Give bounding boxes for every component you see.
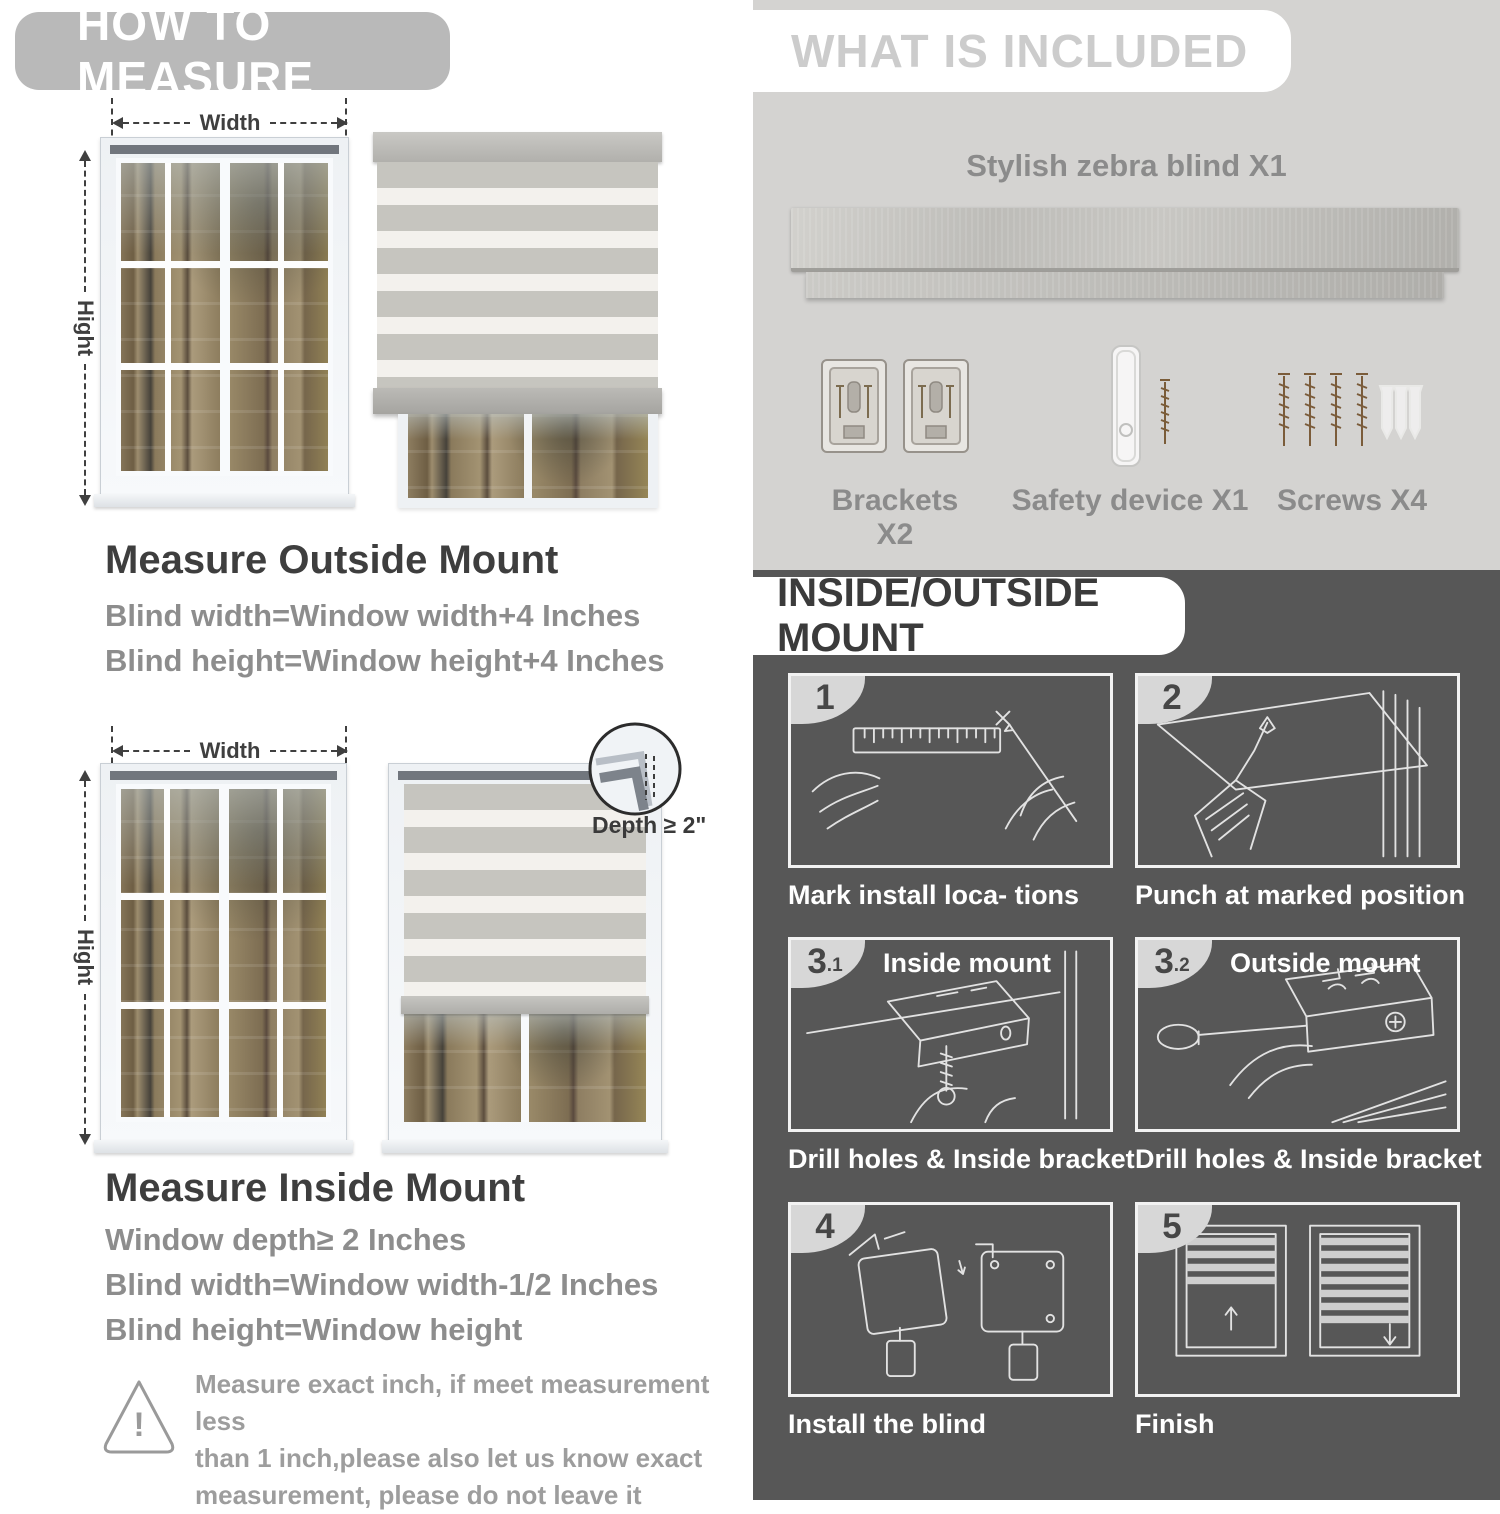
zebra-blind-rail-illustration [791, 208, 1459, 272]
arrow-right-icon [337, 117, 348, 129]
inside-height-rule: Blind height=Window height [105, 1312, 523, 1347]
zebra-blind-rail-lower-tier [806, 272, 1444, 298]
arrow-up-icon [79, 150, 91, 161]
step-number-badge: 2 [1138, 676, 1212, 724]
outside-width-rule: Blind width=Window width+4 Inches [105, 598, 641, 633]
step-5-caption: Finish [1135, 1409, 1215, 1439]
step-card-3-2 [1135, 937, 1460, 1132]
width-label: Width [199, 738, 261, 763]
svg-text:!: ! [133, 1406, 145, 1444]
window-illustration-outside [100, 137, 349, 499]
step-3-1-label: Inside mount [883, 948, 1051, 978]
step-number-badge: 3 .2 [1138, 940, 1212, 988]
step-card-2 [1135, 673, 1460, 868]
safety-device-icon [1098, 342, 1178, 474]
width-arrow-outside [112, 110, 348, 136]
what-is-included-title: WHAT IS INCLUDED [791, 25, 1249, 77]
arrow-right-icon [337, 745, 348, 757]
arrow-left-icon [112, 117, 123, 129]
width-label: Width [199, 110, 261, 135]
inside-depth-rule: Window depth≥ 2 Inches [105, 1222, 467, 1257]
warning-line: than 1 inch,please also let us know exact [195, 1443, 703, 1473]
blind-headrail-outside [373, 132, 662, 162]
zebra-blind-item-label: Stylish zebra blind X1 [966, 148, 1287, 183]
arrow-down-icon [79, 1134, 91, 1145]
depth-label: Depth ≥ 2" [592, 812, 707, 838]
step-3-2-label: Outside mount [1230, 948, 1421, 978]
inside-width-rule: Blind width=Window width-1/2 Inches [105, 1267, 659, 1302]
step-number-badge: 1 [791, 676, 865, 724]
inside-outside-mount-header [753, 571, 1185, 660]
how-to-measure-header [15, 0, 450, 104]
bracket-icon [818, 356, 978, 458]
how-to-measure-title: HOW TO MEASURE [77, 0, 315, 104]
step-2-caption: Punch at marked position [1135, 880, 1466, 910]
arrow-down-icon [79, 495, 91, 506]
blind-bottomrail-inside [401, 996, 649, 1014]
arrow-left-icon [112, 745, 123, 757]
step-3-1-caption: Drill holes & Inside bracket [788, 1144, 1135, 1174]
warning-line: measurement, please do not leave it [195, 1480, 642, 1510]
window-illustration-inside-left [100, 763, 347, 1145]
height-arrow-outside [72, 150, 98, 506]
step-card-5 [1135, 1202, 1460, 1397]
what-is-included-header [753, 10, 1291, 92]
step-card-1 [788, 673, 1113, 868]
step-card-3-1 [788, 937, 1113, 1132]
blind-bottomrail-outside [373, 388, 662, 414]
brackets-label: Brackets X2 [831, 484, 959, 551]
step-1-caption: Mark install loca- tions [788, 880, 1080, 910]
outside-height-rule: Blind height=Window height+4 Inches [105, 643, 665, 678]
step-number-badge: 3 .1 [791, 940, 865, 988]
step-3-2-caption: Drill holes & Inside bracket [1135, 1144, 1482, 1174]
zebra-blind-outside [377, 162, 658, 388]
warning-triangle-icon [98, 1374, 180, 1460]
inside-outside-mount-title: INSIDE/OUTSIDE MOUNT [777, 571, 1100, 660]
step-4-caption: Install the blind [788, 1409, 987, 1439]
window-peek-below-blind [398, 414, 658, 508]
depth-detail-magnifier [586, 720, 684, 818]
screws-label: Screws X4 [1276, 484, 1428, 517]
step-number-badge: 5 [1138, 1205, 1212, 1253]
outside-mount-title: Measure Outside Mount [105, 538, 559, 582]
height-label: Hight [73, 929, 98, 986]
screws-icon [1268, 368, 1428, 454]
width-arrow-inside [112, 738, 348, 764]
height-label: Hight [73, 299, 98, 357]
safety-device-label: Safety device X1 [1011, 484, 1249, 517]
step-number-badge: 4 [791, 1205, 865, 1253]
height-arrow-inside [72, 770, 98, 1145]
warning-note [195, 1366, 715, 1514]
arrow-up-icon [79, 770, 91, 781]
inside-mount-title: Measure Inside Mount [105, 1166, 526, 1210]
warning-line: Measure exact inch, if meet measurement less [195, 1369, 710, 1436]
step-card-4 [788, 1202, 1113, 1397]
